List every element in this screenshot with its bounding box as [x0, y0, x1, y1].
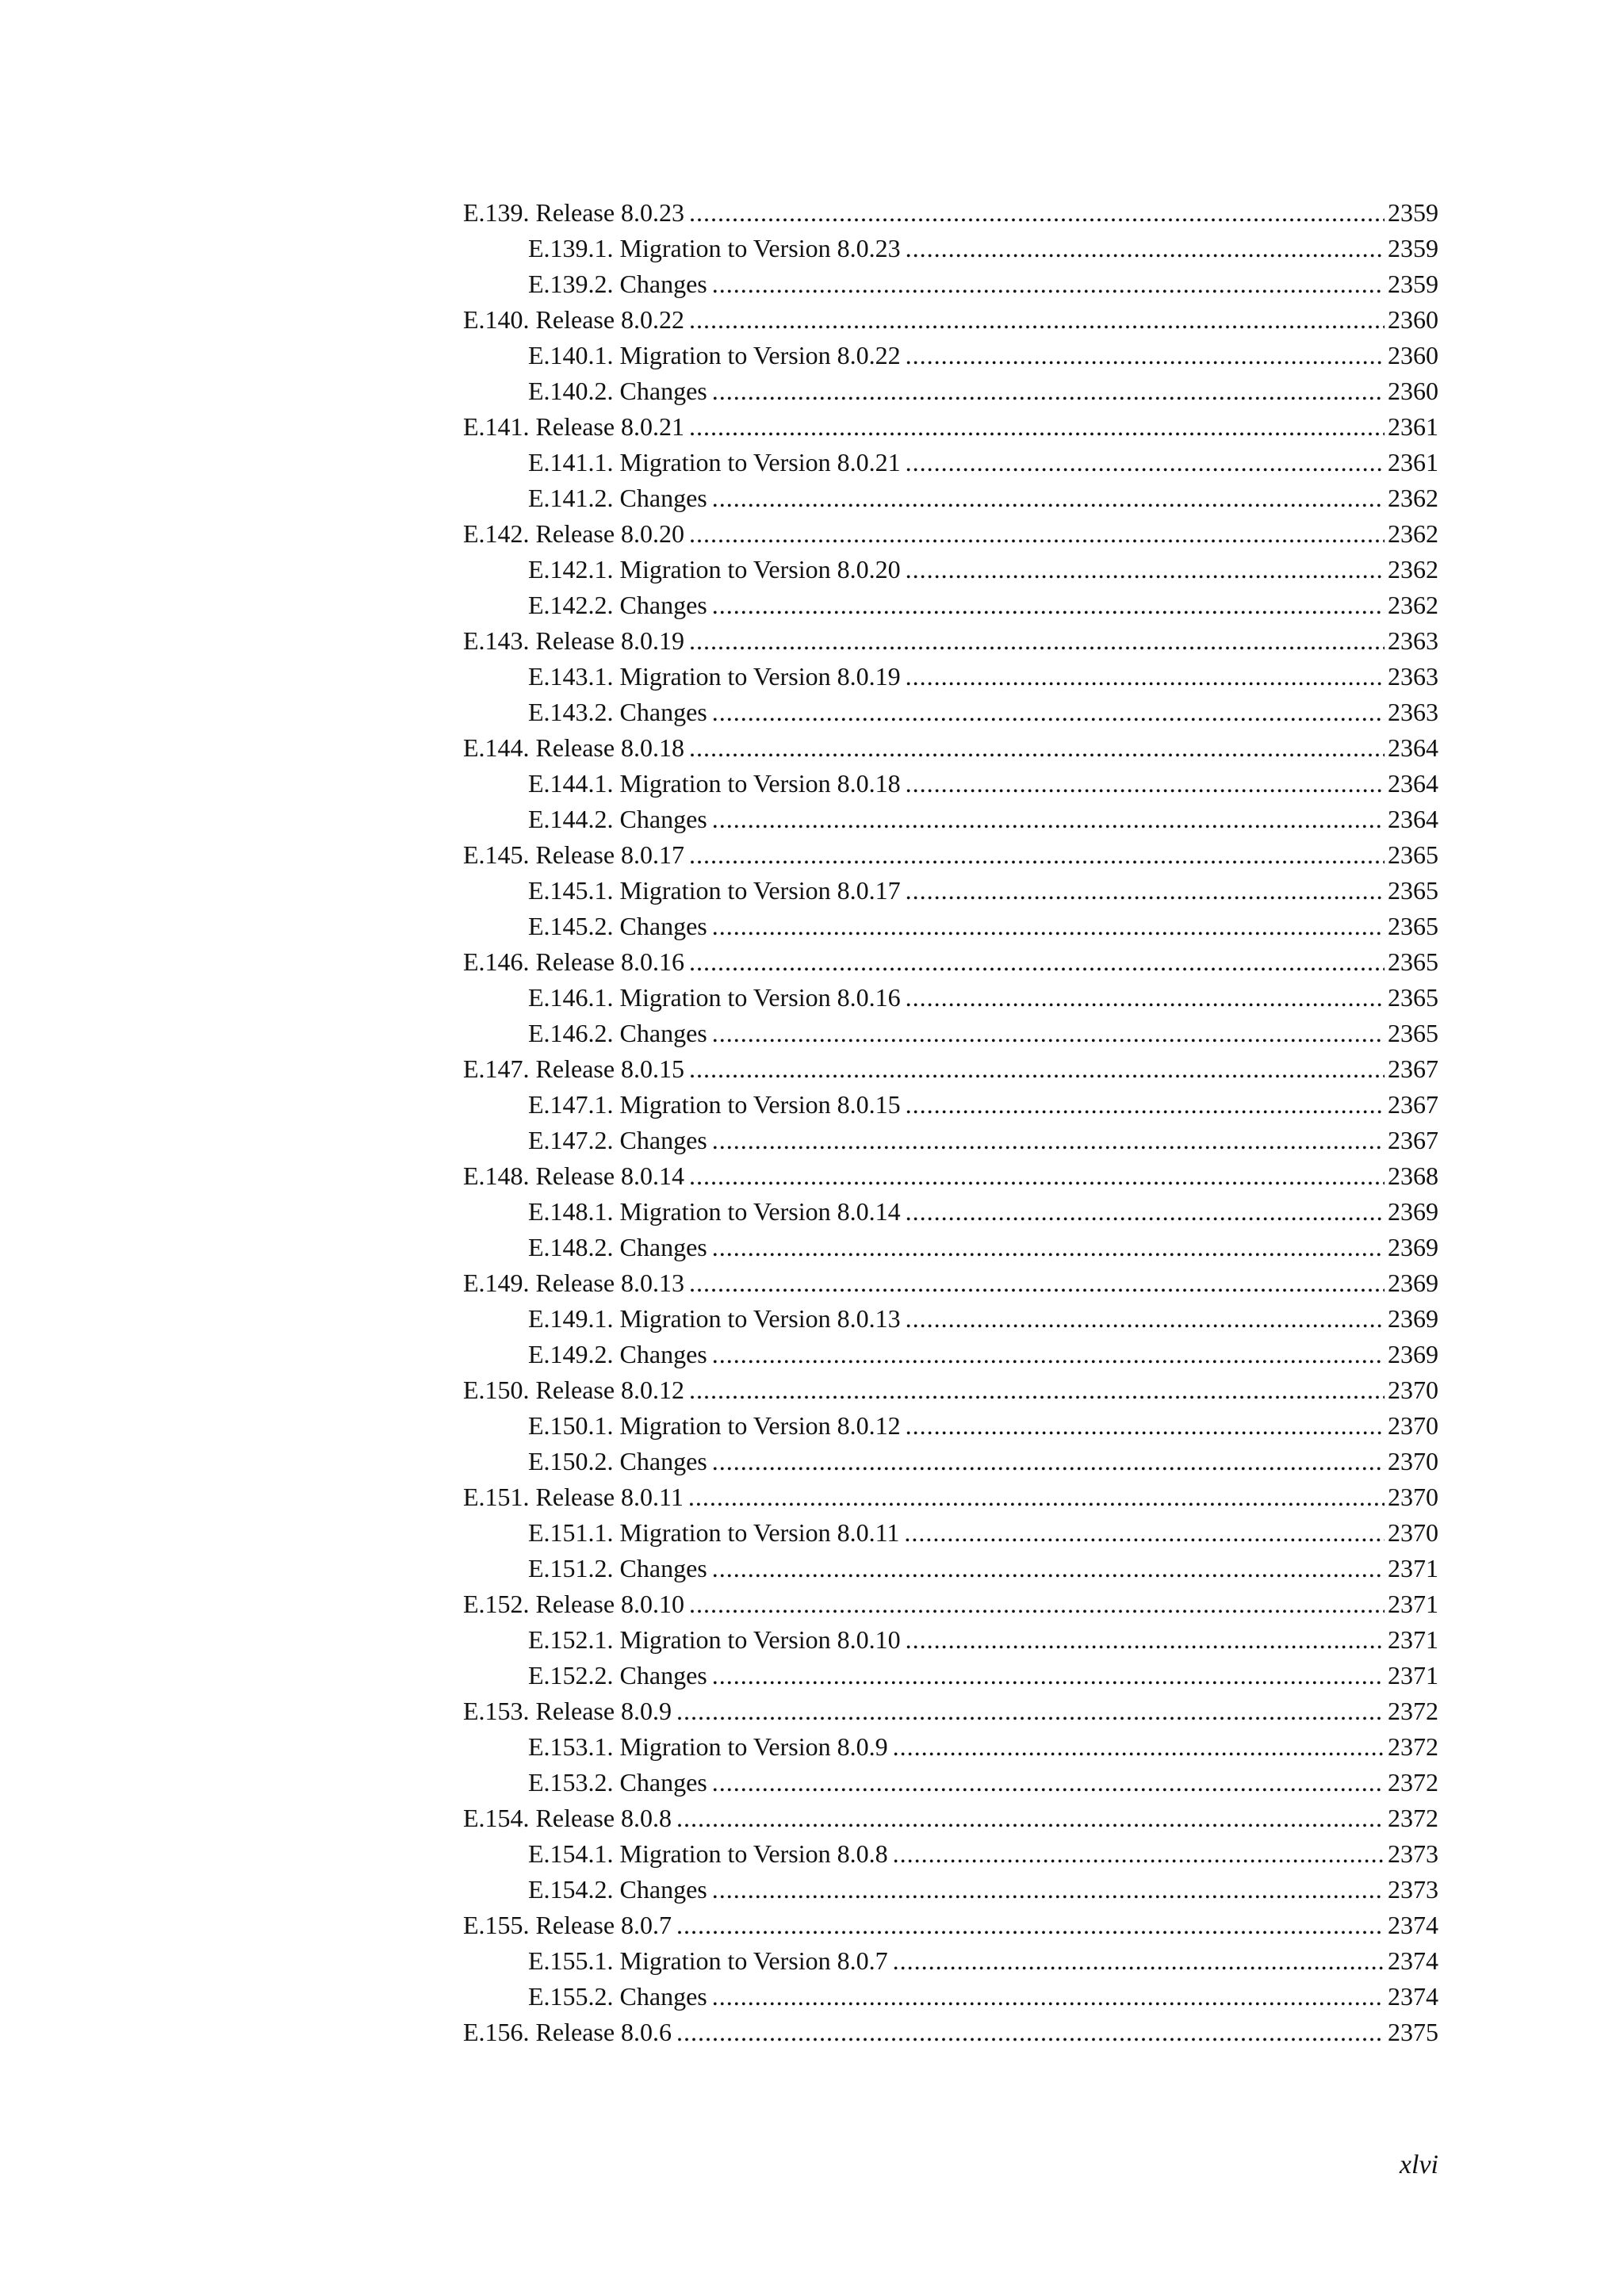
toc-entry-title: E.155.2. Changes [528, 1982, 707, 2011]
toc-entry-title: E.139.1. Migration to Version 8.0.23 [528, 234, 901, 262]
toc-entry-page: 2365 [1388, 912, 1438, 940]
toc-entry[interactable] [463, 409, 1438, 445]
toc-entry[interactable] [463, 1265, 1438, 1301]
dot-leader [893, 1729, 1385, 1765]
toc-entry-page: 2369 [1388, 1197, 1438, 1226]
toc-entry-title: E.153.1. Migration to Version 8.0.9 [528, 1732, 888, 1761]
toc-entry[interactable] [463, 373, 1438, 409]
toc-entry-page: 2370 [1388, 1411, 1438, 1440]
dot-leader [893, 1836, 1385, 1872]
toc-entry-title: E.150. Release 8.0.12 [463, 1376, 685, 1404]
toc-entry[interactable] [463, 1515, 1438, 1551]
toc-entry-page: 2367 [1388, 1090, 1438, 1119]
toc-entry-page: 2374 [1388, 1946, 1438, 1975]
table-of-contents [463, 195, 1438, 2050]
toc-entry-title: E.149. Release 8.0.13 [463, 1269, 685, 1297]
toc-entry-page: 2374 [1388, 1911, 1438, 1939]
toc-entry[interactable] [463, 730, 1438, 766]
toc-entry-page: 2361 [1388, 412, 1438, 441]
toc-entry-title: E.143.1. Migration to Version 8.0.19 [528, 662, 901, 691]
toc-entry-title: E.148.1. Migration to Version 8.0.14 [528, 1197, 901, 1226]
dot-leader [712, 1337, 1385, 1372]
toc-entry[interactable] [463, 516, 1438, 552]
dot-leader [712, 266, 1385, 302]
dot-leader [712, 695, 1385, 730]
toc-entry[interactable] [463, 1551, 1438, 1586]
dot-leader [712, 1765, 1385, 1800]
toc-entry-title: E.147.2. Changes [528, 1126, 707, 1154]
toc-entry-title: E.148. Release 8.0.14 [463, 1161, 685, 1190]
toc-entry-page: 2371 [1388, 1590, 1438, 1618]
toc-entry[interactable] [463, 231, 1438, 266]
toc-entry-title: E.143. Release 8.0.19 [463, 626, 685, 655]
toc-entry[interactable] [463, 480, 1438, 516]
toc-entry-page: 2370 [1388, 1483, 1438, 1511]
toc-entry[interactable] [463, 1765, 1438, 1800]
toc-entry-title: E.148.2. Changes [528, 1233, 707, 1261]
toc-entry-page: 2365 [1388, 876, 1438, 905]
toc-entry-page: 2372 [1388, 1804, 1438, 1832]
toc-entry-page: 2370 [1388, 1518, 1438, 1547]
toc-entry-page: 2364 [1388, 805, 1438, 833]
toc-entry[interactable] [463, 1123, 1438, 1158]
dot-leader [689, 1372, 1385, 1408]
toc-entry-title: E.152.1. Migration to Version 8.0.10 [528, 1625, 901, 1654]
toc-entry-page: 2369 [1388, 1233, 1438, 1261]
dot-leader [906, 1087, 1385, 1123]
dot-leader [712, 802, 1385, 837]
toc-entry-title: E.155.1. Migration to Version 8.0.7 [528, 1946, 888, 1975]
dot-leader [676, 1908, 1385, 1943]
dot-leader [689, 302, 1385, 338]
toc-entry-title: E.139. Release 8.0.23 [463, 198, 685, 227]
toc-entry-title: E.151.1. Migration to Version 8.0.11 [528, 1518, 900, 1547]
dot-leader [712, 480, 1385, 516]
toc-entry-page: 2365 [1388, 983, 1438, 1012]
dot-leader [906, 980, 1385, 1016]
dot-leader [904, 1515, 1385, 1551]
toc-entry-title: E.141. Release 8.0.21 [463, 412, 685, 441]
toc-entry[interactable] [463, 623, 1438, 659]
dot-leader [893, 1943, 1385, 1979]
toc-entry-page: 2371 [1388, 1554, 1438, 1582]
dot-leader [689, 1051, 1385, 1087]
dot-leader [712, 1230, 1385, 1265]
dot-leader [906, 873, 1385, 909]
toc-entry-page: 2369 [1388, 1340, 1438, 1368]
toc-entry[interactable] [463, 659, 1438, 695]
toc-entry-page: 2359 [1388, 234, 1438, 262]
toc-entry[interactable] [463, 1800, 1438, 1836]
toc-entry[interactable] [463, 195, 1438, 231]
dot-leader [906, 659, 1385, 695]
toc-entry-page: 2360 [1388, 341, 1438, 369]
toc-entry-title: E.139.2. Changes [528, 270, 707, 298]
dot-leader [689, 1265, 1385, 1301]
toc-entry[interactable] [463, 338, 1438, 373]
toc-entry-title: E.152.2. Changes [528, 1661, 707, 1689]
dot-leader [712, 1123, 1385, 1158]
toc-entry[interactable] [463, 909, 1438, 944]
toc-entry[interactable] [463, 1372, 1438, 1408]
dot-leader [906, 1408, 1385, 1444]
toc-entry[interactable] [463, 1051, 1438, 1087]
toc-entry-page: 2359 [1388, 198, 1438, 227]
toc-entry-title: E.150.2. Changes [528, 1447, 707, 1475]
toc-entry-title: E.145. Release 8.0.17 [463, 840, 685, 869]
toc-entry-page: 2360 [1388, 377, 1438, 405]
toc-entry-title: E.142.2. Changes [528, 591, 707, 619]
toc-entry[interactable] [463, 1622, 1438, 1658]
toc-entry-page: 2362 [1388, 484, 1438, 512]
dot-leader [712, 909, 1385, 944]
toc-entry-page: 2362 [1388, 591, 1438, 619]
toc-entry[interactable] [463, 873, 1438, 909]
toc-entry-title: E.144. Release 8.0.18 [463, 733, 685, 762]
dot-leader [712, 1551, 1385, 1586]
toc-entry[interactable] [463, 266, 1438, 302]
toc-entry-page: 2372 [1388, 1768, 1438, 1797]
toc-entry-title: E.142. Release 8.0.20 [463, 519, 685, 548]
dot-leader [689, 730, 1385, 766]
toc-entry[interactable] [463, 2015, 1438, 2050]
toc-entry-title: E.141.1. Migration to Version 8.0.21 [528, 448, 901, 476]
toc-entry-page: 2373 [1388, 1875, 1438, 1904]
toc-entry-page: 2365 [1388, 840, 1438, 869]
dot-leader [689, 516, 1385, 552]
dot-leader [906, 1194, 1385, 1230]
toc-entry-title: E.149.1. Migration to Version 8.0.13 [528, 1304, 901, 1333]
toc-entry-page: 2372 [1388, 1732, 1438, 1761]
toc-entry[interactable] [463, 1872, 1438, 1908]
dot-leader [712, 1444, 1385, 1479]
toc-entry-page: 2362 [1388, 555, 1438, 584]
toc-entry-page: 2375 [1388, 2018, 1438, 2046]
toc-entry-title: E.153. Release 8.0.9 [463, 1697, 672, 1725]
toc-entry-page: 2373 [1388, 1839, 1438, 1868]
toc-entry[interactable] [463, 1658, 1438, 1693]
toc-entry[interactable] [463, 837, 1438, 873]
dot-leader [712, 1979, 1385, 2015]
dot-leader [906, 1622, 1385, 1658]
toc-entry-page: 2372 [1388, 1697, 1438, 1725]
toc-entry-title: E.140. Release 8.0.22 [463, 305, 685, 334]
dot-leader [676, 1693, 1385, 1729]
toc-entry-page: 2365 [1388, 1019, 1438, 1047]
toc-entry-page: 2365 [1388, 947, 1438, 976]
toc-entry[interactable] [463, 802, 1438, 837]
dot-leader [688, 1479, 1385, 1515]
toc-entry[interactable] [463, 944, 1438, 980]
toc-entry[interactable] [463, 1408, 1438, 1444]
toc-entry-title: E.154.1. Migration to Version 8.0.8 [528, 1839, 888, 1868]
toc-entry-page: 2370 [1388, 1447, 1438, 1475]
toc-entry[interactable] [463, 302, 1438, 338]
toc-entry-page: 2370 [1388, 1376, 1438, 1404]
toc-entry-page: 2369 [1388, 1304, 1438, 1333]
toc-entry[interactable] [463, 766, 1438, 802]
dot-leader [712, 1658, 1385, 1693]
toc-entry-title: E.151. Release 8.0.11 [463, 1483, 684, 1511]
dot-leader [712, 1016, 1385, 1051]
dot-leader [689, 837, 1385, 873]
dot-leader [712, 1872, 1385, 1908]
toc-entry-page: 2364 [1388, 769, 1438, 798]
toc-entry-page: 2359 [1388, 270, 1438, 298]
dot-leader [689, 195, 1385, 231]
dot-leader [906, 231, 1385, 266]
dot-leader [906, 552, 1385, 587]
toc-entry-page: 2361 [1388, 448, 1438, 476]
toc-entry-title: E.155. Release 8.0.7 [463, 1911, 672, 1939]
page-number: xlvi [1399, 2150, 1438, 2179]
toc-entry[interactable] [463, 1444, 1438, 1479]
toc-entry-page: 2363 [1388, 698, 1438, 726]
dot-leader [676, 2015, 1385, 2050]
toc-entry-page: 2369 [1388, 1269, 1438, 1297]
toc-entry-title: E.143.2. Changes [528, 698, 707, 726]
toc-entry-page: 2362 [1388, 519, 1438, 548]
toc-entry-page: 2371 [1388, 1661, 1438, 1689]
toc-entry[interactable] [463, 1230, 1438, 1265]
toc-entry[interactable] [463, 1016, 1438, 1051]
toc-entry-page: 2363 [1388, 626, 1438, 655]
dot-leader [906, 338, 1385, 373]
toc-entry[interactable] [463, 1908, 1438, 1943]
toc-entry-page: 2371 [1388, 1625, 1438, 1654]
toc-entry-title: E.156. Release 8.0.6 [463, 2018, 672, 2046]
toc-entry-title: E.146.2. Changes [528, 1019, 707, 1047]
dot-leader [712, 587, 1385, 623]
toc-entry-title: E.153.2. Changes [528, 1768, 707, 1797]
toc-entry[interactable] [463, 1158, 1438, 1194]
toc-entry[interactable] [463, 552, 1438, 587]
dot-leader [689, 1158, 1385, 1194]
toc-entry[interactable] [463, 1194, 1438, 1230]
toc-entry-page: 2368 [1388, 1161, 1438, 1190]
toc-entry[interactable] [463, 1301, 1438, 1337]
toc-entry-title: E.152. Release 8.0.10 [463, 1590, 685, 1618]
toc-entry-title: E.150.1. Migration to Version 8.0.12 [528, 1411, 901, 1440]
toc-entry-page: 2367 [1388, 1054, 1438, 1083]
dot-leader [689, 1586, 1385, 1622]
toc-entry-title: E.144.2. Changes [528, 805, 707, 833]
toc-entry[interactable] [463, 695, 1438, 730]
toc-entry[interactable] [463, 587, 1438, 623]
toc-entry[interactable] [463, 1979, 1438, 2015]
dot-leader [906, 766, 1385, 802]
toc-entry-title: E.145.1. Migration to Version 8.0.17 [528, 876, 901, 905]
toc-entry[interactable] [463, 1729, 1438, 1765]
toc-entry[interactable] [463, 980, 1438, 1016]
toc-entry-page: 2363 [1388, 662, 1438, 691]
toc-entry[interactable] [463, 1337, 1438, 1372]
toc-entry[interactable] [463, 1087, 1438, 1123]
toc-entry-title: E.149.2. Changes [528, 1340, 707, 1368]
toc-entry-title: E.141.2. Changes [528, 484, 707, 512]
dot-leader [689, 623, 1385, 659]
toc-entry-page: 2360 [1388, 305, 1438, 334]
toc-entry-title: E.146.1. Migration to Version 8.0.16 [528, 983, 901, 1012]
toc-entry-title: E.145.2. Changes [528, 912, 707, 940]
dot-leader [906, 445, 1385, 480]
dot-leader [906, 1301, 1385, 1337]
toc-entry-title: E.144.1. Migration to Version 8.0.18 [528, 769, 901, 798]
dot-leader [689, 409, 1385, 445]
toc-entry-title: E.154.2. Changes [528, 1875, 707, 1904]
toc-entry-title: E.146. Release 8.0.16 [463, 947, 685, 976]
toc-entry[interactable] [463, 1479, 1438, 1515]
toc-entry-title: E.154. Release 8.0.8 [463, 1804, 672, 1832]
toc-entry-title: E.140.2. Changes [528, 377, 707, 405]
toc-entry-page: 2374 [1388, 1982, 1438, 2011]
toc-entry[interactable] [463, 1943, 1438, 1979]
toc-entry[interactable] [463, 1693, 1438, 1729]
toc-entry-page: 2367 [1388, 1126, 1438, 1154]
toc-entry-title: E.151.2. Changes [528, 1554, 707, 1582]
toc-entry[interactable] [463, 445, 1438, 480]
toc-entry-page: 2364 [1388, 733, 1438, 762]
toc-entry-title: E.140.1. Migration to Version 8.0.22 [528, 341, 901, 369]
toc-entry-title: E.142.1. Migration to Version 8.0.20 [528, 555, 901, 584]
dot-leader [712, 373, 1385, 409]
toc-entry[interactable] [463, 1586, 1438, 1622]
toc-entry-title: E.147.1. Migration to Version 8.0.15 [528, 1090, 901, 1119]
dot-leader [676, 1800, 1385, 1836]
dot-leader [689, 944, 1385, 980]
toc-entry[interactable] [463, 1836, 1438, 1872]
toc-entry-title: E.147. Release 8.0.15 [463, 1054, 685, 1083]
